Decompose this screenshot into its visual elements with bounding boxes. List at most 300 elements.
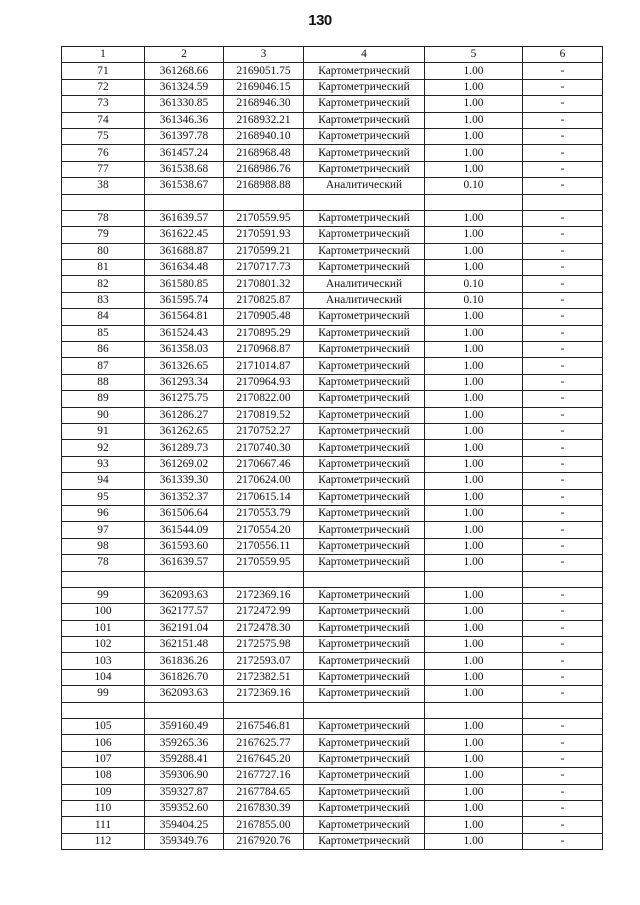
table-cell: Картометрический (304, 669, 425, 685)
table-cell: 99 (62, 686, 145, 702)
table-cell: 361330.85 (145, 96, 224, 112)
table-row (62, 260, 603, 276)
table-cell: - (523, 456, 603, 472)
separator-row (62, 571, 603, 587)
table-cell: 359160.49 (145, 719, 224, 735)
table-cell: Картометрический (304, 96, 425, 112)
table-cell: - (523, 784, 603, 800)
table-cell: 38 (62, 178, 145, 194)
table-cell: Картометрический (304, 620, 425, 636)
table-cell: Аналитический (304, 178, 425, 194)
table-cell: - (523, 440, 603, 456)
table-cell: 100 (62, 604, 145, 620)
table-cell: 1.00 (425, 96, 523, 112)
table-cell: 2170615.14 (224, 489, 304, 505)
table-cell: Картометрический (304, 440, 425, 456)
table-cell: 1.00 (425, 538, 523, 554)
table-cell: - (523, 637, 603, 653)
table-cell: Картометрический (304, 735, 425, 751)
table-cell: Картометрический (304, 145, 425, 161)
table-row (62, 210, 603, 226)
table-row (62, 473, 603, 489)
empty-cell (62, 702, 145, 718)
table-cell: 1.00 (425, 735, 523, 751)
table-cell: 1.00 (425, 423, 523, 439)
table-cell: 362191.04 (145, 620, 224, 636)
table-cell: 87 (62, 358, 145, 374)
table-cell: - (523, 342, 603, 358)
table-cell: Картометрический (304, 161, 425, 177)
table-cell: 1.00 (425, 800, 523, 816)
table-row (62, 768, 603, 784)
table-cell: 0.10 (425, 178, 523, 194)
empty-cell (425, 194, 523, 210)
empty-cell (523, 194, 603, 210)
table-cell: Картометрический (304, 358, 425, 374)
table-cell: 1.00 (425, 342, 523, 358)
table-cell: Картометрический (304, 210, 425, 226)
table-cell: 2170556.11 (224, 538, 304, 554)
table-cell: Картометрический (304, 260, 425, 276)
table-cell: 1.00 (425, 686, 523, 702)
table-cell: - (523, 391, 603, 407)
table-cell: 2168932.21 (224, 112, 304, 128)
table-cell: - (523, 686, 603, 702)
table-row (62, 243, 603, 259)
table-cell: 1.00 (425, 325, 523, 341)
table-cell: 2170968.87 (224, 342, 304, 358)
table-cell: Картометрический (304, 653, 425, 669)
table-cell: 1.00 (425, 768, 523, 784)
table-cell: 2170624.00 (224, 473, 304, 489)
table-cell: 2172382.51 (224, 669, 304, 685)
table-cell: 361826.70 (145, 669, 224, 685)
table-cell: 361538.67 (145, 178, 224, 194)
table-row (62, 63, 603, 79)
table-cell: - (523, 817, 603, 833)
table-cell: Картометрический (304, 112, 425, 128)
table-cell: 361639.57 (145, 555, 224, 571)
table-cell: 361286.27 (145, 407, 224, 423)
table-cell: 88 (62, 374, 145, 390)
table-row (62, 817, 603, 833)
table-cell: 75 (62, 128, 145, 144)
table-cell: 1.00 (425, 719, 523, 735)
empty-cell (523, 702, 603, 718)
table-cell: 108 (62, 768, 145, 784)
table-cell: Картометрический (304, 719, 425, 735)
table-cell: 2167920.76 (224, 833, 304, 849)
table-cell: 362151.48 (145, 637, 224, 653)
table-cell: 361268.66 (145, 63, 224, 79)
table-cell: - (523, 423, 603, 439)
table-row (62, 833, 603, 849)
table-cell: 2170825.87 (224, 292, 304, 308)
table-cell: 95 (62, 489, 145, 505)
table-cell: Картометрический (304, 538, 425, 554)
empty-cell (425, 702, 523, 718)
empty-cell (304, 571, 425, 587)
table-cell: 361346.36 (145, 112, 224, 128)
table-cell: - (523, 719, 603, 735)
table-cell: - (523, 309, 603, 325)
table-cell: Картометрический (304, 522, 425, 538)
table-cell: - (523, 63, 603, 79)
table-cell: 2170752.27 (224, 423, 304, 439)
table-cell: 96 (62, 505, 145, 521)
table-row (62, 489, 603, 505)
table-cell: - (523, 620, 603, 636)
table-row (62, 587, 603, 603)
table-row (62, 800, 603, 816)
table-cell: 1.00 (425, 407, 523, 423)
table-cell: 1.00 (425, 505, 523, 521)
table-row (62, 309, 603, 325)
table-cell: 1.00 (425, 79, 523, 95)
table-cell: 2167830.39 (224, 800, 304, 816)
table-cell: 98 (62, 538, 145, 554)
table-cell: 1.00 (425, 391, 523, 407)
table-cell: 105 (62, 719, 145, 735)
table-row (62, 112, 603, 128)
table-cell: Картометрический (304, 227, 425, 243)
table-cell: 1.00 (425, 145, 523, 161)
empty-cell (145, 571, 224, 587)
table-cell: Картометрический (304, 686, 425, 702)
table-cell: 2172593.07 (224, 653, 304, 669)
table-cell: 2170559.95 (224, 210, 304, 226)
table-cell: - (523, 587, 603, 603)
table-cell: Картометрический (304, 833, 425, 849)
table-row (62, 145, 603, 161)
table-cell: 82 (62, 276, 145, 292)
table-cell: 1.00 (425, 456, 523, 472)
table-row (62, 505, 603, 521)
table-cell: 2167727.16 (224, 768, 304, 784)
table-cell: Картометрический (304, 505, 425, 521)
table-row (62, 522, 603, 538)
table-cell: 1.00 (425, 751, 523, 767)
table-row (62, 538, 603, 554)
table-cell: 361564.81 (145, 309, 224, 325)
table-cell: 109 (62, 784, 145, 800)
table-cell: 1.00 (425, 784, 523, 800)
table-row (62, 325, 603, 341)
table-cell: 1.00 (425, 637, 523, 653)
table-cell: 2170905.48 (224, 309, 304, 325)
table-cell: 73 (62, 96, 145, 112)
table-cell: 99 (62, 587, 145, 603)
table-cell: 361293.34 (145, 374, 224, 390)
table-cell: 112 (62, 833, 145, 849)
empty-cell (304, 194, 425, 210)
table-cell: 84 (62, 309, 145, 325)
table-cell: 81 (62, 260, 145, 276)
table-cell: 1.00 (425, 555, 523, 571)
table-cell: Картометрический (304, 800, 425, 816)
table-cell: 78 (62, 210, 145, 226)
table-cell: 2170964.93 (224, 374, 304, 390)
table-row (62, 178, 603, 194)
header-cell: 3 (224, 47, 304, 63)
table-row (62, 161, 603, 177)
table-cell: 102 (62, 637, 145, 653)
table-cell: 362093.63 (145, 686, 224, 702)
table-cell: 0.10 (425, 276, 523, 292)
table-cell: 2172472.99 (224, 604, 304, 620)
table-cell: 361688.87 (145, 243, 224, 259)
table-cell: 361324.59 (145, 79, 224, 95)
table-cell: 106 (62, 735, 145, 751)
table-cell: - (523, 358, 603, 374)
empty-cell (145, 194, 224, 210)
table-row (62, 686, 603, 702)
table-cell: 1.00 (425, 653, 523, 669)
table-cell: 2169051.75 (224, 63, 304, 79)
table-cell: 361595.74 (145, 292, 224, 308)
separator-row (62, 702, 603, 718)
table-cell: - (523, 522, 603, 538)
table-cell: - (523, 145, 603, 161)
table-cell: 1.00 (425, 112, 523, 128)
table-cell: - (523, 96, 603, 112)
table-cell: - (523, 227, 603, 243)
table-cell: 2167784.65 (224, 784, 304, 800)
table-cell: 1.00 (425, 833, 523, 849)
table-cell: Картометрический (304, 768, 425, 784)
table-cell: - (523, 325, 603, 341)
table-cell: 1.00 (425, 817, 523, 833)
empty-cell (62, 571, 145, 587)
table-cell: 361289.73 (145, 440, 224, 456)
table-cell: 74 (62, 112, 145, 128)
table-cell: 91 (62, 423, 145, 439)
table-cell: 2168940.10 (224, 128, 304, 144)
table-cell: 89 (62, 391, 145, 407)
header-cell: 2 (145, 47, 224, 63)
table-cell: 1.00 (425, 260, 523, 276)
table-cell: 2170559.95 (224, 555, 304, 571)
table-cell: 361593.60 (145, 538, 224, 554)
table-cell: 2168968.48 (224, 145, 304, 161)
table-cell: 359327.87 (145, 784, 224, 800)
table-cell: 2169046.15 (224, 79, 304, 95)
table-row (62, 653, 603, 669)
table-cell: 2170554.20 (224, 522, 304, 538)
table-cell: 361339.30 (145, 473, 224, 489)
table-cell: 359352.60 (145, 800, 224, 816)
table-row (62, 555, 603, 571)
table-cell: 79 (62, 227, 145, 243)
table-row (62, 79, 603, 95)
table-cell: Картометрический (304, 489, 425, 505)
table-cell: 361639.57 (145, 210, 224, 226)
empty-cell (425, 571, 523, 587)
table-cell: Картометрический (304, 587, 425, 603)
separator-row (62, 194, 603, 210)
table-cell: 2170895.29 (224, 325, 304, 341)
table-cell: - (523, 833, 603, 849)
coordinates-table-body (62, 47, 603, 850)
header-cell: 1 (62, 47, 145, 63)
table-cell: 361275.75 (145, 391, 224, 407)
empty-cell (224, 571, 304, 587)
empty-cell (224, 702, 304, 718)
table-cell: Картометрический (304, 342, 425, 358)
table-cell: 361358.03 (145, 342, 224, 358)
table-row (62, 637, 603, 653)
header-cell: 5 (425, 47, 523, 63)
table-cell: - (523, 735, 603, 751)
table-cell: 2172478.30 (224, 620, 304, 636)
table-row (62, 669, 603, 685)
empty-cell (62, 194, 145, 210)
table-cell: 359349.76 (145, 833, 224, 849)
table-cell: Картометрический (304, 555, 425, 571)
table-cell: - (523, 751, 603, 767)
table-cell: 1.00 (425, 309, 523, 325)
table-cell: 2170819.52 (224, 407, 304, 423)
table-cell: 111 (62, 817, 145, 833)
table-cell: 361269.02 (145, 456, 224, 472)
table-cell: 1.00 (425, 243, 523, 259)
table-cell: 359306.90 (145, 768, 224, 784)
table-row (62, 227, 603, 243)
coordinates-table (61, 46, 603, 850)
table-row (62, 292, 603, 308)
table-cell: 2170822.00 (224, 391, 304, 407)
table-cell: 1.00 (425, 161, 523, 177)
table-cell: 86 (62, 342, 145, 358)
table-cell: 2170667.46 (224, 456, 304, 472)
table-cell: 359288.41 (145, 751, 224, 767)
table-row (62, 342, 603, 358)
table-cell: Картометрический (304, 128, 425, 144)
table-cell: 361622.45 (145, 227, 224, 243)
table-cell: 78 (62, 555, 145, 571)
table-cell: - (523, 128, 603, 144)
table-cell: - (523, 210, 603, 226)
table-cell: 2172369.16 (224, 686, 304, 702)
table-row (62, 423, 603, 439)
table-cell: 2170553.79 (224, 505, 304, 521)
table-cell: 1.00 (425, 489, 523, 505)
header-cell: 6 (523, 47, 603, 63)
table-cell: Аналитический (304, 276, 425, 292)
table-cell: Картометрический (304, 391, 425, 407)
table-cell: 1.00 (425, 358, 523, 374)
table-cell: - (523, 292, 603, 308)
table-cell: 362093.63 (145, 587, 224, 603)
table-cell: 2167546.81 (224, 719, 304, 735)
table-cell: 1.00 (425, 604, 523, 620)
table-cell: 1.00 (425, 210, 523, 226)
table-cell: - (523, 538, 603, 554)
table-cell: 359265.36 (145, 735, 224, 751)
table-cell: - (523, 800, 603, 816)
table-cell: 103 (62, 653, 145, 669)
table-cell: - (523, 374, 603, 390)
table-cell: 361544.09 (145, 522, 224, 538)
table-cell: 1.00 (425, 620, 523, 636)
table-cell: 361580.85 (145, 276, 224, 292)
header-cell: 4 (304, 47, 425, 63)
table-cell: 2172369.16 (224, 587, 304, 603)
table-cell: Картометрический (304, 407, 425, 423)
table-cell: Картометрический (304, 456, 425, 472)
table-cell: 97 (62, 522, 145, 538)
header-row (62, 47, 603, 63)
table-cell: 1.00 (425, 522, 523, 538)
table-cell: - (523, 79, 603, 95)
table-cell: 92 (62, 440, 145, 456)
table-cell: 2167855.00 (224, 817, 304, 833)
table-cell: Картометрический (304, 784, 425, 800)
table-cell: 2170591.93 (224, 227, 304, 243)
table-cell: Картометрический (304, 309, 425, 325)
table-cell: 1.00 (425, 473, 523, 489)
table-cell: - (523, 669, 603, 685)
table-cell: 359404.25 (145, 817, 224, 833)
table-cell: 110 (62, 800, 145, 816)
table-cell: - (523, 112, 603, 128)
table-cell: 2167625.77 (224, 735, 304, 751)
table-cell: Картометрический (304, 79, 425, 95)
table-row (62, 604, 603, 620)
table-cell: Картометрический (304, 325, 425, 341)
table-cell: 361326.65 (145, 358, 224, 374)
table-cell: - (523, 653, 603, 669)
table-cell: 107 (62, 751, 145, 767)
page-number: 130 (308, 12, 332, 29)
table-cell: 1.00 (425, 587, 523, 603)
table-cell: 2168986.76 (224, 161, 304, 177)
table-cell: Картометрический (304, 817, 425, 833)
table-cell: 2170599.21 (224, 243, 304, 259)
table-cell: 361836.26 (145, 653, 224, 669)
table-cell: 361506.64 (145, 505, 224, 521)
table-cell: - (523, 178, 603, 194)
table-cell: - (523, 161, 603, 177)
empty-cell (523, 571, 603, 587)
table-row (62, 456, 603, 472)
table-row (62, 374, 603, 390)
table-cell: 361538.68 (145, 161, 224, 177)
table-cell: 0.10 (425, 292, 523, 308)
table-cell: 1.00 (425, 374, 523, 390)
table-row (62, 407, 603, 423)
table-cell: 2168946.30 (224, 96, 304, 112)
table-cell: 2168988.88 (224, 178, 304, 194)
table-cell: 2170801.32 (224, 276, 304, 292)
table-cell: 361352.37 (145, 489, 224, 505)
table-cell: Картометрический (304, 604, 425, 620)
table-cell: 72 (62, 79, 145, 95)
table-cell: 76 (62, 145, 145, 161)
table-row (62, 719, 603, 735)
table-cell: 90 (62, 407, 145, 423)
empty-cell (304, 702, 425, 718)
table-cell: Картометрический (304, 63, 425, 79)
empty-cell (224, 194, 304, 210)
table-cell: 104 (62, 669, 145, 685)
table-cell: - (523, 489, 603, 505)
table-cell: 83 (62, 292, 145, 308)
table-cell: - (523, 243, 603, 259)
table-cell: Аналитический (304, 292, 425, 308)
table-cell: Картометрический (304, 473, 425, 489)
table-cell: 2167645.20 (224, 751, 304, 767)
